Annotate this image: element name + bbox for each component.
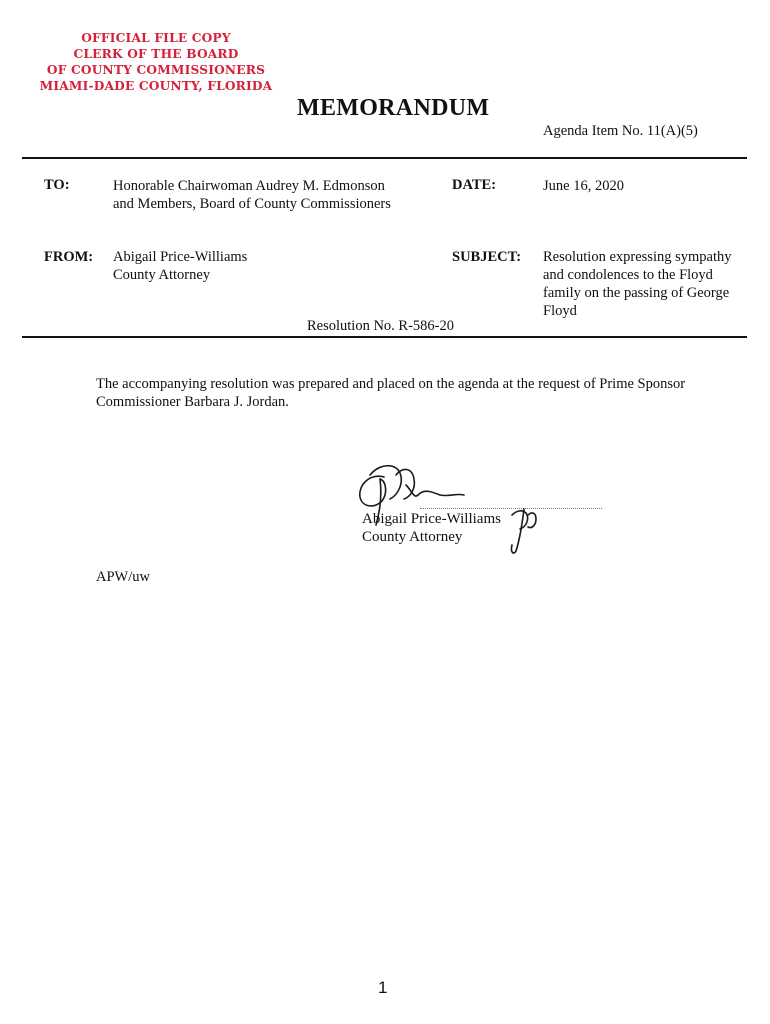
body-line: Commissioner Barbara J. Jordan. (96, 394, 289, 410)
memo-body (96, 375, 726, 411)
subject-value (543, 248, 732, 320)
signatory-title: County Attorney (362, 529, 463, 545)
agenda-item-number: Agenda Item No. 11(A)(5) (543, 123, 698, 139)
subject-line: and condolences to the Floyd (543, 267, 713, 283)
from-label: FROM: (44, 249, 94, 265)
signature-block (362, 510, 501, 546)
to-line: and Members, Board of County Commissioners (113, 196, 391, 212)
stamp-line: OF COUNTY COMMISSIONERS (46, 63, 266, 77)
signatory-name: Abigail Price-Williams (362, 511, 501, 527)
to-recipients (113, 177, 391, 213)
resolution-number: Resolution No. R-586-20 (307, 318, 455, 334)
official-file-copy-stamp (38, 30, 274, 94)
from-sender (113, 248, 247, 284)
stamp-line: OFFICIAL FILE COPY (81, 31, 231, 45)
page-number: 1 (378, 978, 388, 997)
to-line: Honorable Chairwoman Audrey M. Edmonson (113, 178, 385, 194)
subject-line: Floyd (543, 303, 577, 319)
date-label: DATE: (452, 177, 497, 193)
stamp-line: CLERK OF THE BOARD (73, 47, 239, 61)
memo-title: MEMORANDUM (297, 95, 490, 121)
header-divider (22, 157, 747, 159)
body-divider (22, 336, 747, 338)
subject-line: Resolution expressing sympathy (543, 249, 732, 265)
typist-initials: APW/uw (96, 569, 150, 585)
subject-line: family on the passing of George (543, 285, 730, 301)
stamp-line: MIAMI-DADE COUNTY, FLORIDA (39, 79, 273, 93)
subject-label: SUBJECT: (452, 249, 522, 265)
from-line: Abigail Price-Williams (113, 249, 248, 265)
from-line: County Attorney (113, 267, 211, 283)
to-label: TO: (44, 177, 70, 193)
date-value: June 16, 2020 (543, 178, 624, 194)
body-line: The accompanying resolution was prepared and placed on the agenda at the request of Prime Sponsor (96, 376, 686, 392)
